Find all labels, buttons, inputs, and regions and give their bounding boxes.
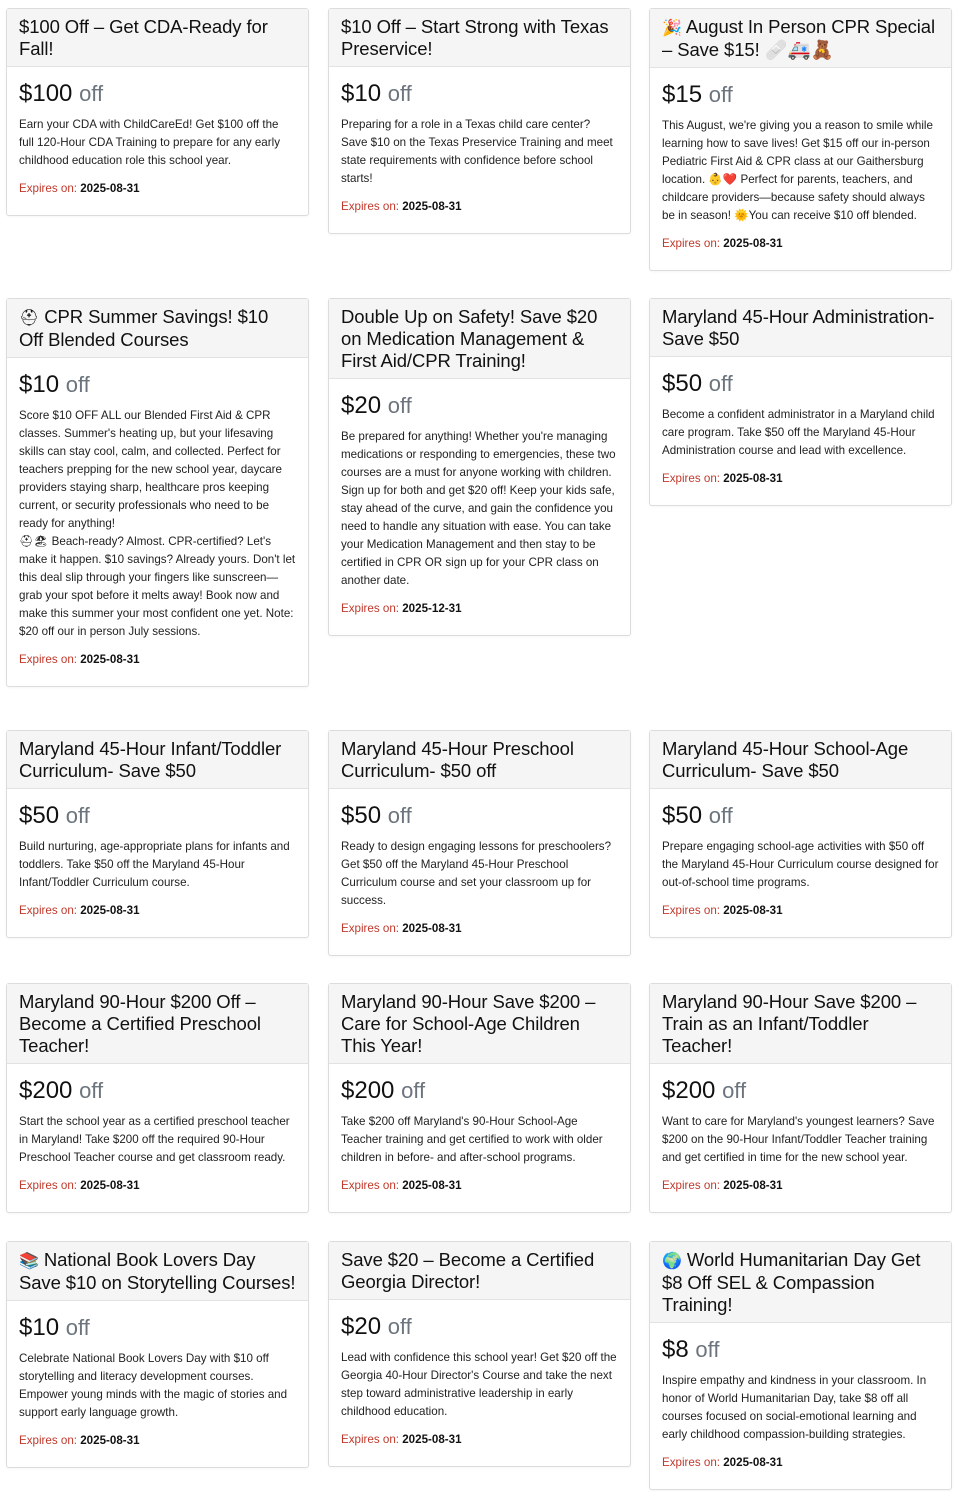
coupon-title bbox=[329, 299, 630, 379]
coupon-amount: $50 bbox=[662, 802, 703, 829]
coupon-amount: $8 bbox=[662, 1336, 689, 1363]
coupon-expiry bbox=[341, 601, 618, 617]
expires-date: 2025-08-31 bbox=[723, 237, 783, 250]
coupon-price bbox=[662, 1076, 939, 1106]
expires-label: Expires on: bbox=[341, 200, 399, 213]
coupon-description: Prepare engaging school-age activities with $50 off the Maryland 45-Hour Curriculum course designed for out-of-school time programs. bbox=[662, 840, 939, 889]
coupon-off-label: off bbox=[708, 82, 733, 107]
coupon-description: Inspire empathy and kindness in your classroom. In honor of World Humanitarian Day, take $8 off all courses focused on social-emotional learning and early childhood compassion-building strategies. bbox=[662, 1374, 927, 1441]
coupon-title bbox=[7, 299, 308, 358]
coupon-title bbox=[329, 984, 630, 1064]
expires-date: 2025-08-31 bbox=[80, 1434, 140, 1447]
coupon-off-label: off bbox=[65, 372, 90, 397]
coupon-price bbox=[341, 391, 618, 421]
coupon-amount: $10 bbox=[19, 371, 60, 398]
coupon-title-text: Maryland 90-Hour $200 Off – Become a Certified Preschool Teacher! bbox=[19, 991, 261, 1056]
coupon-expiry bbox=[662, 471, 939, 487]
coupon-title-text: $10 Off – Start Strong with Texas Preservice! bbox=[341, 16, 609, 59]
expires-label: Expires on: bbox=[19, 904, 77, 917]
coupon-amount: $200 bbox=[341, 1077, 395, 1104]
coupon-title bbox=[7, 1242, 308, 1301]
coupon-description: Be prepared for anything! Whether you're managing medications or responding to emergencies, these two courses are a must for anyone working with children. Sign up for both and get $20 off! Keep your kids safe, stay ahead of the curve, and gain the confidence you need to handle any situation with ease. You can take your Medication Management and then stay to be certified in CPR OR sign up for your CPR class on another date. bbox=[341, 430, 616, 587]
coupon-off-label: off bbox=[722, 1078, 747, 1103]
expires-date: 2025-12-31 bbox=[402, 602, 462, 615]
coupon-body bbox=[650, 789, 951, 937]
coupon-price bbox=[341, 801, 618, 831]
coupon-body bbox=[650, 68, 951, 270]
coupon-description: Start the school year as a certified preschool teacher in Maryland! Take $200 off the required 90-Hour Preschool Teacher course and get classroom ready. bbox=[19, 1115, 290, 1164]
expires-date: 2025-08-31 bbox=[723, 472, 783, 485]
coupon-price bbox=[19, 1313, 296, 1343]
coupon-card[interactable] bbox=[6, 298, 309, 687]
coupon-price bbox=[19, 370, 296, 400]
coupon-title bbox=[650, 9, 951, 68]
coupon-body bbox=[7, 67, 308, 215]
expires-date: 2025-08-31 bbox=[402, 200, 462, 213]
expires-date: 2025-08-31 bbox=[402, 1433, 462, 1446]
coupon-expiry bbox=[341, 199, 618, 215]
coupon-title-text: Double Up on Safety! Save $20 on Medication Management & First Aid/CPR Training! bbox=[341, 306, 598, 371]
coupon-card[interactable] bbox=[328, 983, 631, 1213]
coupon-expiry bbox=[341, 1432, 618, 1448]
expires-label: Expires on: bbox=[341, 1179, 399, 1192]
expires-date: 2025-08-31 bbox=[80, 1179, 140, 1192]
coupon-card[interactable] bbox=[328, 298, 631, 636]
coupon-expiry bbox=[662, 1178, 939, 1194]
coupon-card[interactable] bbox=[6, 730, 309, 938]
coupon-body bbox=[329, 67, 630, 233]
coupon-title-text: $100 Off – Get CDA-Ready for Fall! bbox=[19, 16, 268, 59]
coupon-title-text: World Humanitarian Day Get $8 Off SEL & Compassion Training! bbox=[662, 1249, 921, 1315]
coupon-title bbox=[650, 984, 951, 1064]
coupon-off-label: off bbox=[387, 81, 412, 106]
coupon-title-text: Maryland 45-Hour School-Age Curriculum- Save $50 bbox=[662, 738, 909, 781]
expires-label: Expires on: bbox=[19, 182, 77, 195]
coupon-expiry bbox=[19, 652, 296, 668]
coupon-amount: $200 bbox=[19, 1077, 73, 1104]
coupon-price bbox=[341, 1312, 618, 1342]
coupon-description: Lead with confidence this school year! Get $20 off the Georgia 40-Hour Director's Course and take the next step toward administrative leadership in early childhood education. bbox=[341, 1351, 617, 1418]
coupon-amount: $20 bbox=[341, 392, 382, 419]
coupon-description: Preparing for a role in a Texas child care center? Save $10 on the Texas Preservice Training and meet state requirements with confidence before school starts! bbox=[341, 118, 613, 185]
coupon-amount: $50 bbox=[19, 802, 60, 829]
coupon-title-text: CPR Summer Savings! $10 Off Blended Courses bbox=[19, 306, 269, 350]
coupon-description: Ready to design engaging lessons for preschoolers? Get $50 off the Maryland 45-Hour Preschool Curriculum course and set your classroom up for success. bbox=[341, 840, 612, 907]
coupon-title bbox=[7, 731, 308, 789]
coupon-off-label: off bbox=[79, 1078, 104, 1103]
coupon-description: Take $200 off Maryland's 90-Hour School-Age Teacher training and get certified to work with older children in before- and after-school programs. bbox=[341, 1115, 603, 1164]
coupon-body bbox=[329, 789, 630, 955]
coupon-title bbox=[650, 299, 951, 357]
expires-label: Expires on: bbox=[662, 472, 720, 485]
coupon-card[interactable] bbox=[649, 298, 952, 506]
coupon-amount: $10 bbox=[341, 80, 382, 107]
coupon-expiry bbox=[19, 903, 296, 919]
coupon-price bbox=[19, 79, 296, 109]
coupon-off-label: off bbox=[65, 1315, 90, 1340]
expires-date: 2025-08-31 bbox=[723, 1179, 783, 1192]
expires-date: 2025-08-31 bbox=[80, 182, 140, 195]
expires-label: Expires on: bbox=[662, 904, 720, 917]
coupon-off-label: off bbox=[387, 803, 412, 828]
coupon-amount: $100 bbox=[19, 80, 73, 107]
coupon-title bbox=[329, 731, 630, 789]
coupon-expiry bbox=[662, 1455, 939, 1471]
coupon-body bbox=[7, 1301, 308, 1467]
coupon-body bbox=[650, 357, 951, 505]
expires-label: Expires on: bbox=[19, 653, 77, 666]
coupon-title-text: Maryland 90-Hour Save $200 – Care for School-Age Children This Year! bbox=[341, 991, 596, 1056]
coupon-title bbox=[329, 1242, 630, 1300]
coupon-price bbox=[662, 369, 939, 399]
expires-label: Expires on: bbox=[341, 922, 399, 935]
coupon-expiry bbox=[19, 1178, 296, 1194]
coupon-card[interactable] bbox=[6, 8, 309, 216]
expires-date: 2025-08-31 bbox=[80, 653, 140, 666]
coupon-card[interactable] bbox=[649, 730, 952, 938]
coupon-description: Score $10 OFF ALL our Blended First Aid & CPR classes. Summer's heating up, but your lifesaving skills can stay cool, calm, and collected. Perfect for teachers prepping for the new school year, daycare providers staying sharp, healthcare pros keeping current, or security professionals who need to be ready for anything! ⛑🏖 Beach-ready? Almost. CPR-certified? Let's make it happen. $10 savings? Already yours. Don't let this deal slip through your fingers like sunscreen—grab your spot before it melts away! Book now and make this summer your most confident one yet. Note: $20 off our in person July sessions. bbox=[19, 409, 296, 638]
coupon-off-label: off bbox=[387, 1314, 412, 1339]
coupon-body bbox=[7, 1064, 308, 1212]
coupon-title-text: Maryland 90-Hour Save $200 – Train as an Infant/Toddler Teacher! bbox=[662, 991, 917, 1056]
coupon-description: This August, we're giving you a reason to smile while learning how to save lives! Get $15 off our in-person Pediatric First Aid & CPR class at our Gaithersburg location. 👶❤️ Perfect for parents, teachers, and childcare providers—because safety should always be in season! 🌞You can receive $10 off blended. bbox=[662, 119, 933, 222]
expires-label: Expires on: bbox=[341, 1433, 399, 1446]
coupon-title bbox=[650, 1242, 951, 1323]
coupon-body bbox=[329, 1064, 630, 1212]
coupon-expiry bbox=[19, 181, 296, 197]
coupon-amount: $50 bbox=[662, 370, 703, 397]
coupon-card[interactable] bbox=[6, 1241, 309, 1468]
coupon-title-icon: 🌍 bbox=[662, 1251, 682, 1270]
coupon-body bbox=[329, 1300, 630, 1466]
coupon-description: Celebrate National Book Lovers Day with $10 off storytelling and literacy development courses. Empower young minds with the magic of stories and support early language growth. bbox=[19, 1352, 288, 1419]
coupon-title-icon: ⛑ bbox=[19, 308, 40, 327]
coupon-body bbox=[650, 1323, 951, 1489]
expires-label: Expires on: bbox=[19, 1434, 77, 1447]
coupon-off-label: off bbox=[79, 81, 104, 106]
coupon-price bbox=[19, 1076, 296, 1106]
coupon-expiry bbox=[662, 236, 939, 252]
coupon-card[interactable] bbox=[328, 730, 631, 956]
coupon-card[interactable] bbox=[649, 1241, 952, 1490]
coupon-body bbox=[329, 379, 630, 635]
coupon-price bbox=[341, 79, 618, 109]
coupon-price bbox=[662, 801, 939, 831]
coupon-expiry bbox=[341, 1178, 618, 1194]
coupon-title bbox=[7, 9, 308, 67]
coupon-title-text: Maryland 45-Hour Administration- Save $50 bbox=[662, 306, 935, 349]
coupon-expiry bbox=[662, 903, 939, 919]
coupon-title-text: Maryland 45-Hour Preschool Curriculum- $50 off bbox=[341, 738, 574, 781]
coupon-amount: $15 bbox=[662, 81, 703, 108]
coupon-card[interactable] bbox=[649, 8, 952, 271]
coupon-description: Earn your CDA with ChildCareEd! Get $100 off the full 120-Hour CDA Training to prepare for any early childhood education role this school year. bbox=[19, 118, 280, 167]
coupon-body bbox=[7, 358, 308, 686]
coupon-card[interactable] bbox=[328, 8, 631, 234]
coupon-title-icon: 🎉 bbox=[662, 18, 682, 37]
coupon-off-label: off bbox=[387, 393, 412, 418]
expires-label: Expires on: bbox=[662, 1456, 720, 1469]
coupon-description: Want to care for Maryland's youngest learners? Save $200 on the 90-Hour Infant/Toddler Teacher training and get certified in time for the new school year. bbox=[662, 1115, 935, 1164]
coupon-card[interactable] bbox=[649, 983, 952, 1213]
coupon-title bbox=[7, 984, 308, 1064]
coupon-body bbox=[650, 1064, 951, 1212]
coupon-title-text: Maryland 45-Hour Infant/Toddler Curriculum- Save $50 bbox=[19, 738, 282, 781]
expires-date: 2025-08-31 bbox=[402, 922, 462, 935]
expires-date: 2025-08-31 bbox=[402, 1179, 462, 1192]
coupon-description: Become a confident administrator in a Maryland child care program. Take $50 off the Maryland 45-Hour Administration course and lead with excellence. bbox=[662, 408, 935, 457]
coupon-title bbox=[329, 9, 630, 67]
coupon-amount: $10 bbox=[19, 1314, 60, 1341]
coupon-price bbox=[662, 80, 939, 110]
coupon-amount: $20 bbox=[341, 1313, 382, 1340]
coupon-body bbox=[7, 789, 308, 937]
coupon-title-text: Save $20 – Become a Certified Georgia Director! bbox=[341, 1249, 595, 1292]
coupon-title bbox=[650, 731, 951, 789]
coupon-card[interactable] bbox=[328, 1241, 631, 1467]
coupon-amount: $50 bbox=[341, 802, 382, 829]
coupon-price bbox=[662, 1335, 939, 1365]
coupon-description: Build nurturing, age-appropriate plans for infants and toddlers. Take $50 off the Maryland 45-Hour Infant/Toddler Curriculum course. bbox=[19, 840, 290, 889]
expires-label: Expires on: bbox=[341, 602, 399, 615]
expires-label: Expires on: bbox=[19, 1179, 77, 1192]
coupon-expiry bbox=[341, 921, 618, 937]
coupon-card[interactable] bbox=[6, 983, 309, 1213]
coupon-title-text: National Book Lovers Day Save $10 on Storytelling Courses! bbox=[19, 1249, 296, 1293]
coupon-expiry bbox=[19, 1433, 296, 1449]
coupon-title-icon: 📚 bbox=[19, 1251, 39, 1270]
coupon-price bbox=[19, 801, 296, 831]
expires-date: 2025-08-31 bbox=[80, 904, 140, 917]
coupon-off-label: off bbox=[401, 1078, 426, 1103]
expires-date: 2025-08-31 bbox=[723, 904, 783, 917]
coupon-amount: $200 bbox=[662, 1077, 716, 1104]
coupon-price bbox=[341, 1076, 618, 1106]
coupon-off-label: off bbox=[708, 803, 733, 828]
expires-label: Expires on: bbox=[662, 237, 720, 250]
coupon-title-text: August In Person CPR Special – Save $15! 🩹🚑🧸 bbox=[662, 16, 935, 60]
coupon-off-label: off bbox=[65, 803, 90, 828]
coupon-off-label: off bbox=[708, 371, 733, 396]
coupon-off-label: off bbox=[695, 1337, 720, 1362]
expires-date: 2025-08-31 bbox=[723, 1456, 783, 1469]
expires-label: Expires on: bbox=[662, 1179, 720, 1192]
